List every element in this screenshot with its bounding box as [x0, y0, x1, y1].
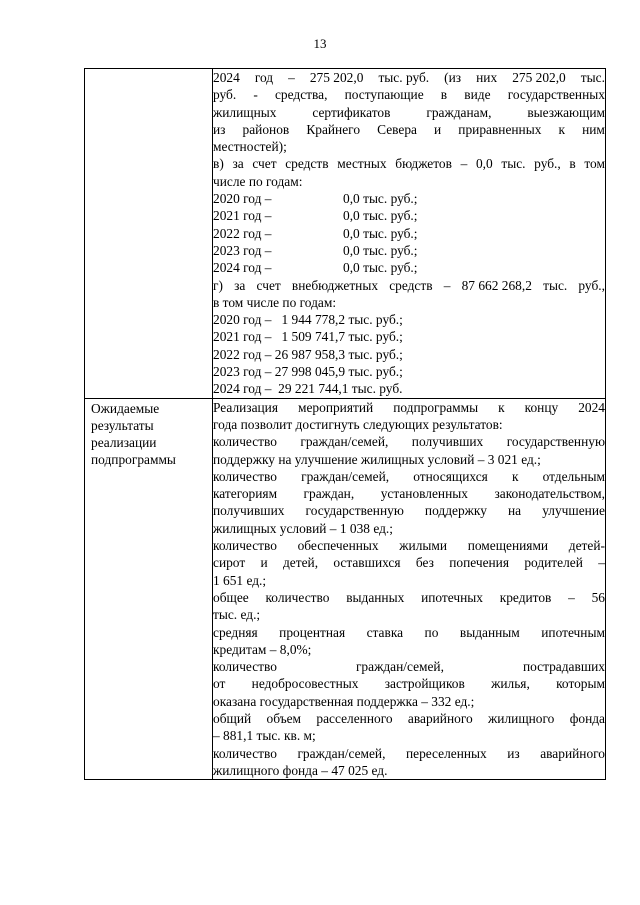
financing-line: 2023 год – 27 998 045,9 тыс. руб.;	[213, 364, 403, 380]
expected-results-line: получивших государственную поддержку на улучшение	[213, 503, 605, 519]
financing-line: 2024 год – 275 202,0 тыс. руб. (из них 275 202,0 тыс.	[213, 70, 605, 85]
expected-results-line: поддержку на улучшение жилищных условий – 3 021 ед.;	[213, 451, 541, 467]
financing-line: 2020 год – 1 944 778,2 тыс. руб.;	[213, 312, 403, 328]
expected-results-line: Реализация мероприятий подпрограммы к концу 2024	[213, 399, 605, 415]
financing-line: руб. - средства, поступающие в виде государственных	[213, 87, 605, 103]
expected-results-line: жилищного фонда – 47 025 ед.	[213, 762, 388, 778]
expected-results-line: категориям граждан, установленных законодательством,	[213, 486, 605, 502]
financing-line: числе по годам:	[213, 173, 303, 189]
financing-line: 2024 год – 29 221 744,1 тыс. руб.	[213, 381, 403, 397]
financing-row	[85, 69, 606, 399]
expected-results-label	[85, 399, 212, 469]
expected-results-line: количество граждан/семей, переселенных из аварийного	[213, 745, 605, 761]
expected-results-line: – 881,1 тыс. кв. м;	[213, 728, 316, 744]
expected-results-label-cell	[85, 398, 213, 780]
financing-label-cell	[85, 69, 213, 399]
expected-results-line: тыс. ед.;	[213, 607, 261, 623]
financing-line: из районов Крайнего Севера и приравненных к ним	[213, 121, 605, 137]
financing-line: г) за счет внебюджетных средств – 87 662 268,2 тыс. руб.,	[213, 277, 605, 293]
financing-text	[213, 69, 605, 398]
expected-results-row	[85, 398, 606, 780]
expected-results-label-line: реализации	[91, 435, 157, 451]
financing-line: местностей);	[213, 139, 287, 155]
financing-label	[85, 69, 212, 70]
financing-line: в том числе по годам:	[213, 294, 337, 310]
expected-results-content-cell	[213, 398, 606, 780]
expected-results-line: жилищных условий – 1 038 ед.;	[213, 520, 393, 536]
expected-results-line: сирот и детей, оставшихся без попечения родителей –	[213, 555, 605, 571]
expected-results-label-line: подпрограммы	[91, 452, 176, 468]
financing-line: в) за счет средств местных бюджетов – 0,0 тыс. руб., в том	[213, 156, 605, 172]
financing-line: 2023 год – 0,0 тыс. руб.;	[213, 242, 418, 258]
financing-line: 2022 год – 26 987 958,3 тыс. руб.;	[213, 346, 403, 362]
financing-line: 2021 год – 0,0 тыс. руб.;	[213, 208, 418, 224]
expected-results-line: 1 651 ед.;	[213, 572, 267, 588]
expected-results-line: оказана государственная поддержка – 332 ед.;	[213, 693, 475, 709]
expected-results-line: количество обеспеченных жилыми помещениями детей-	[213, 538, 605, 554]
financing-line: 2020 год – 0,0 тыс. руб.;	[213, 191, 418, 207]
financing-content-cell	[213, 69, 606, 399]
expected-results-line: количество граждан/семей, получивших государственную	[213, 434, 605, 450]
expected-results-line: количество граждан/семей, относящихся к отдельным	[213, 468, 605, 484]
subprogram-passport-table	[84, 68, 606, 780]
expected-results-label-line: результаты	[91, 417, 154, 433]
financing-line: жилищных сертификатов гражданам, выезжающим	[213, 104, 605, 120]
financing-line: 2022 год – 0,0 тыс. руб.;	[213, 225, 418, 241]
page-number: 13	[313, 36, 327, 51]
expected-results-text	[213, 399, 605, 780]
expected-results-line: количество граждан/семей, пострадавших	[213, 659, 605, 675]
expected-results-label-line: Ожидаемые	[91, 400, 160, 416]
expected-results-line: от недобросовестных застройщиков жилья, которым	[213, 676, 605, 692]
financing-line: 2024 год – 0,0 тыс. руб.;	[213, 260, 418, 276]
expected-results-line: года позволит достигнуть следующих результатов:	[213, 416, 503, 432]
expected-results-line: кредитам – 8,0%;	[213, 641, 312, 657]
financing-line: 2021 год – 1 509 741,7 тыс. руб.;	[213, 329, 403, 345]
expected-results-line: общий объем расселенного аварийного жилищного фонда	[213, 710, 605, 726]
expected-results-line: общее количество выданных ипотечных кредитов – 56	[213, 589, 605, 605]
expected-results-line: средняя процентная ставка по выданным ипотечным	[213, 624, 605, 640]
